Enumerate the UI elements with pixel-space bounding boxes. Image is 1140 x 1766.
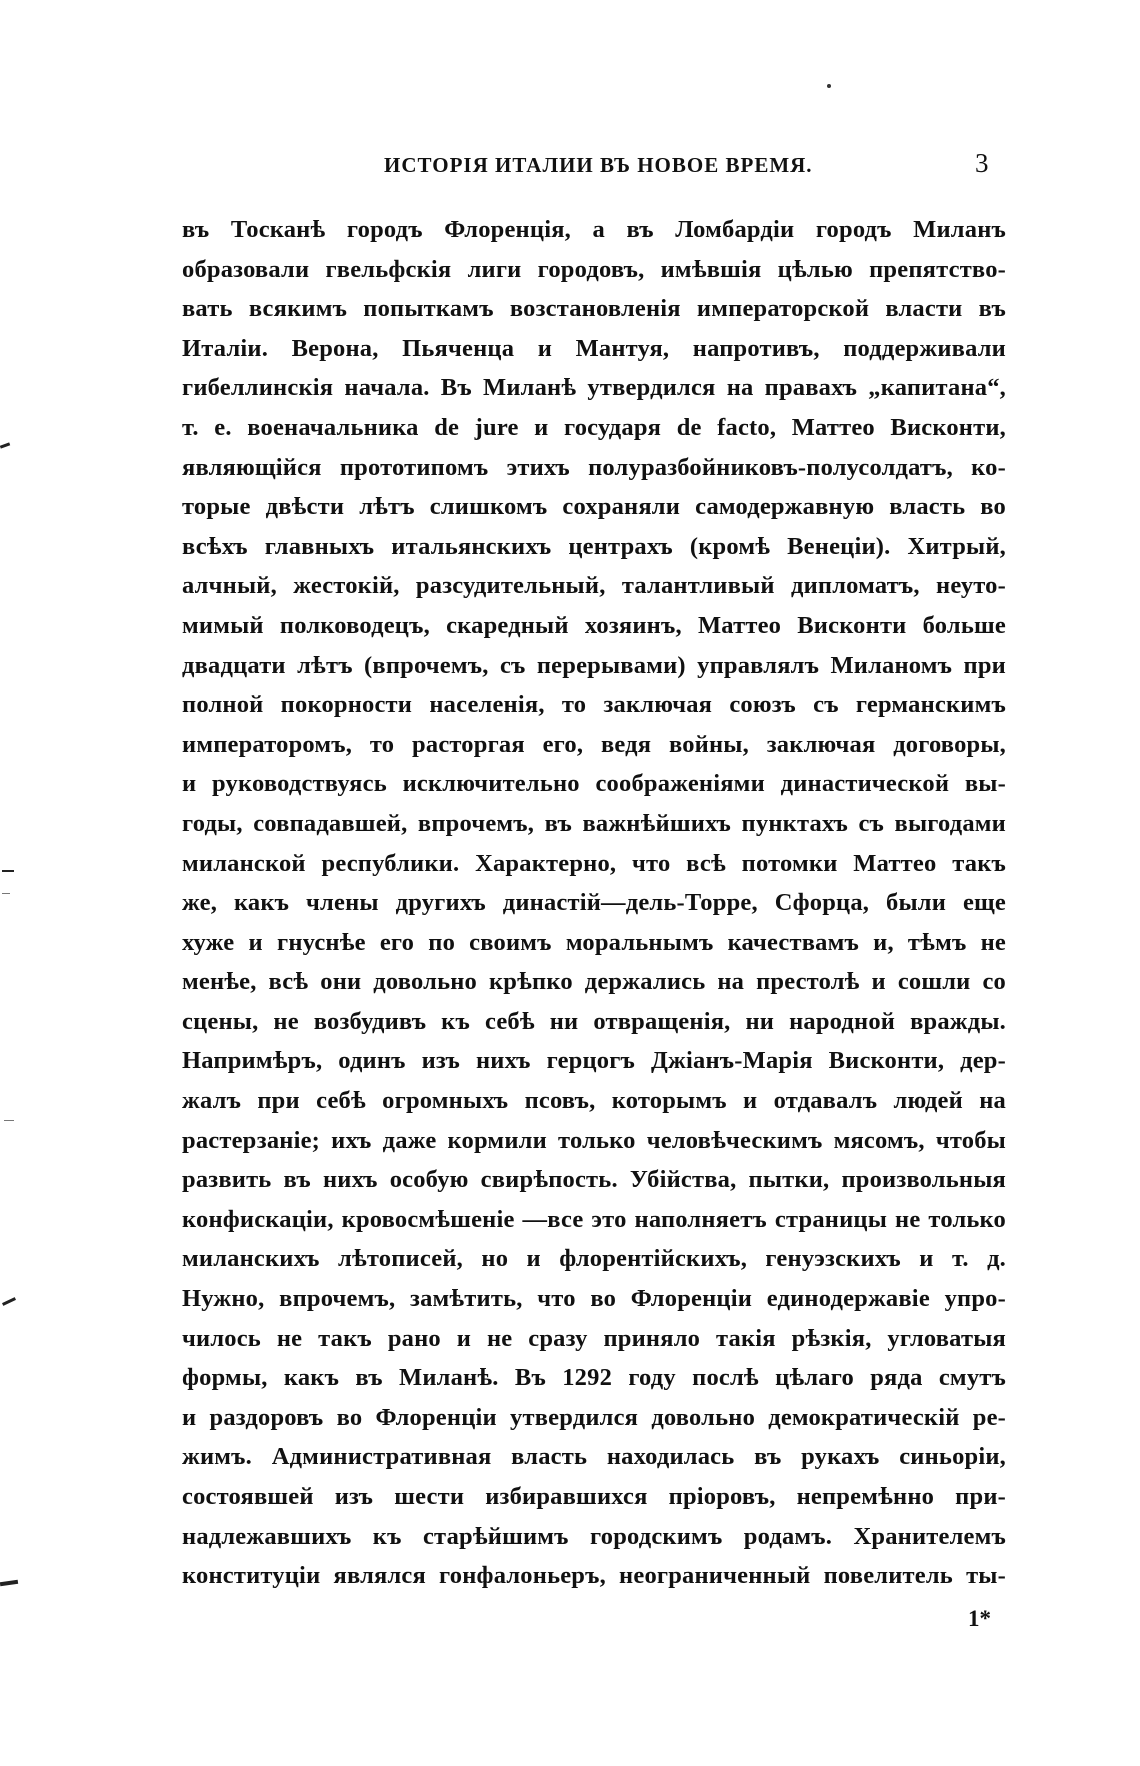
- text-line: двадцати лѣтъ (впрочемъ, съ перерывами) управлялъ Миланомъ при: [182, 651, 1006, 679]
- text-line: конфискаціи, кровосмѣшеніе —все это наполняетъ страницы не только: [182, 1205, 1006, 1233]
- margin-mark: [4, 1120, 14, 1121]
- text-line: миланской республики. Характерно, что всѣ потомки Маттео такъ: [182, 849, 1006, 877]
- text-line: же, какъ члены другихъ династій—дель-Торре, Сфорца, были еще: [182, 889, 1006, 917]
- text-line: конституціи являлся гонфалоньеръ, неограниченный повелитель ты-: [182, 1562, 1006, 1590]
- text-line: гибеллинскія начала. Въ Миланѣ утвердился на правахъ „капитана“,: [182, 374, 1006, 402]
- text-line: хуже и гнуснѣе его по своимъ моральнымъ качествамъ и, тѣмъ не: [182, 928, 1006, 956]
- margin-mark: [0, 442, 10, 448]
- text-line: полной покорности населенія, то заключая союзъ съ германскимъ: [182, 691, 1006, 719]
- margin-mark: [2, 870, 14, 872]
- text-line: т. е. военачальника de jure и государя de facto, Маттео Висконти,: [182, 413, 1006, 441]
- text-line: развить въ нихъ особую свирѣпость. Убійства, пытки, произвольныя: [182, 1166, 1006, 1194]
- text-line: Нужно, впрочемъ, замѣтить, что во Флоренціи единодержавіе упро-: [182, 1285, 1006, 1313]
- page-number: 3: [975, 148, 989, 178]
- text-line: формы, какъ въ Миланѣ. Въ 1292 году послѣ цѣлаго ряда смутъ: [182, 1364, 1006, 1392]
- margin-mark: [0, 1580, 18, 1586]
- text-line: алчный, жестокій, разсудительный, талантливый дипломатъ, неуто-: [182, 572, 1006, 600]
- text-line: вать всякимъ попыткамъ возстановленія императорской власти въ: [182, 295, 1006, 323]
- text-line: годы, совпадавшей, впрочемъ, въ важнѣйшихъ пунктахъ съ выгодами: [182, 809, 1006, 837]
- margin-mark: [2, 893, 10, 894]
- text-line: миланскихъ лѣтописей, но и флорентійскихъ, генуэзскихъ и т. д.: [182, 1245, 1006, 1273]
- text-line: менѣе, всѣ они довольно крѣпко держались на престолѣ и сошли со: [182, 968, 1006, 996]
- text-line: Напримѣръ, одинъ изъ нихъ герцогъ Джіанъ-Марія Висконти, дер-: [182, 1047, 1006, 1075]
- running-header: ИСТОРІЯ ИТАЛИИ ВЪ НОВОЕ ВРЕМЯ.: [384, 153, 813, 177]
- text-line: и руководствуясь исключительно соображеніями династической вы-: [182, 770, 1006, 798]
- text-line: жимъ. Административная власть находилась въ рукахъ синьоріи,: [182, 1443, 1006, 1471]
- text-line: образовали гвельфскія лиги городовъ, имѣвшія цѣлью препятство-: [182, 255, 1006, 283]
- signature-mark: 1*: [968, 1606, 991, 1631]
- text-line: сцены, не возбудивъ къ себѣ ни отвращенія, ни народной вражды.: [182, 1007, 1006, 1035]
- text-line: мимый полководецъ, скаредный хозяинъ, Маттео Висконти больше: [182, 611, 1006, 639]
- text-line: и раздоровъ во Флоренціи утвердился довольно демократическій ре-: [182, 1403, 1006, 1431]
- text-line: всѣхъ главныхъ итальянскихъ центрахъ (кромѣ Венеціи). Хитрый,: [182, 532, 1006, 560]
- text-line: состоявшей изъ шести избиравшихся пріоровъ, непремѣнно при-: [182, 1483, 1006, 1510]
- text-line: императоромъ, то расторгая его, ведя войны, заключая договоры,: [182, 730, 1006, 758]
- text-line: въ Тосканѣ городъ Флоренція, а въ Ломбардіи городъ Миланъ: [182, 216, 1006, 243]
- text-line: чилось не такъ рано и не сразу приняло такія рѣзкія, угловатыя: [182, 1324, 1006, 1352]
- body-text: [182, 210, 1006, 1596]
- text-line: торые двѣсти лѣтъ слишкомъ сохраняли самодержавную власть во: [182, 493, 1006, 521]
- text-line: надлежавшихъ къ старѣйшимъ городскимъ родамъ. Хранителемъ: [182, 1522, 1006, 1550]
- text-line: растерзаніе; ихъ даже кормили только человѣческимъ мясомъ, чтобы: [182, 1126, 1006, 1154]
- text-line: Италіи. Верона, Пьяченца и Мантуя, напротивъ, поддерживали: [182, 334, 1006, 362]
- margin-mark: [2, 1297, 16, 1306]
- text-line: жалъ при себѣ огромныхъ псовъ, которымъ и отдавалъ людей на: [182, 1087, 1006, 1115]
- text-line: являющійся прототипомъ этихъ полуразбойниковъ-полусолдатъ, ко-: [182, 453, 1006, 481]
- speck-mark: [827, 84, 831, 88]
